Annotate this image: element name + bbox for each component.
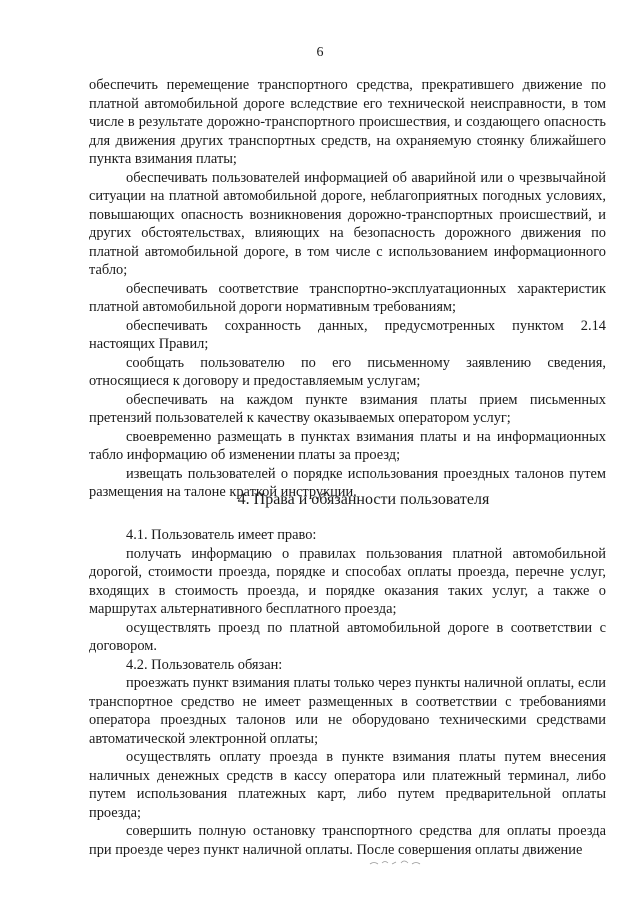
- paragraph: извещать пользователей о порядке использования проездных талонов путем размещения на талоне краткой инструкции.: [89, 465, 606, 500]
- paragraph: 4.1. Пользователь имеет право:: [126, 527, 317, 543]
- paragraph: обеспечить перемещение транспортного средства, прекратившего движение по платной автомобильной дороге вследствие его технической неисправности, в том числе в результате дорожно-транспортного происшествия, и создающего опасность для движения других транспортных средств, на охраняемую стоянку ближайшего пункта взимания платы;: [89, 77, 606, 167]
- paragraph: обеспечивать пользователей информацией об аварийной или о чрезвычайной ситуации на платной автомобильной дороге, неблагоприятных погодных условиях, повышающих опасность возникновения дорожно-транспортных происшествий, и других обстоятельствах, влияющих на безопасность дорожного движения по платной автомобильной дороге, в том числе с использованием информационного табло;: [89, 169, 606, 278]
- user-rights-block: [89, 526, 606, 859]
- paragraph: осуществлять проезд по платной автомобильной дороге в соответствии с договором.: [89, 619, 606, 654]
- paragraph: 4.2. Пользователь обязан:: [126, 656, 283, 673]
- paragraph: обеспечивать сохранность данных, предусмотренных пунктом 2.14 настоящих Правил;: [89, 317, 606, 352]
- scan-artifact-mark: [368, 857, 428, 867]
- paragraph: своевременно размещать в пунктах взимания платы и на информационных табло информацию об изменении платы за проезд;: [89, 428, 606, 463]
- paragraph: проезжать пункт взимания платы только через пункты наличной оплаты, если транспортное средство не имеет размещенных в соответствии с требованиями оператора проездных талонов или не оборудовано техническими средствами автоматической электронной оплаты;: [89, 675, 606, 747]
- paragraph: осуществлять оплату проезда в пункте взимания платы путем внесения наличных денежных средств в кассу оператора или платежный терминал, либо путем использования платежных карт, либо путем предварительной оплаты проезда;: [89, 749, 606, 821]
- paragraph: обеспечивать соответствие транспортно-эксплуатационных характеристик платной автомобильной дороги нормативным требованиям;: [89, 280, 606, 315]
- section-heading: 4. Права и обязанности пользователя: [237, 491, 490, 508]
- paragraph: получать информацию о правилах пользования платной автомобильной дорогой, стоимости проезда, порядке и способах оплаты проезда, перечне услуг, входящих в стоимость проезда, и порядке оказания таких услуг, а также о маршрутах альтернативного бесплатного проезда;: [89, 545, 606, 617]
- obligations-continued-block: [89, 76, 606, 502]
- paragraph: совершить полную остановку транспортного средства для оплаты проезда при проезде через пункт наличной оплаты. После совершения оплаты движение: [89, 823, 606, 858]
- paragraph: обеспечивать на каждом пункте взимания платы прием письменных претензий пользователей к качеству оказываемых оператором услуг;: [89, 391, 606, 426]
- page-number: 6: [316, 45, 324, 60]
- paragraph: сообщать пользователю по его письменному заявлению сведения, относящиеся к договору и предоставляемым услугам;: [89, 354, 606, 389]
